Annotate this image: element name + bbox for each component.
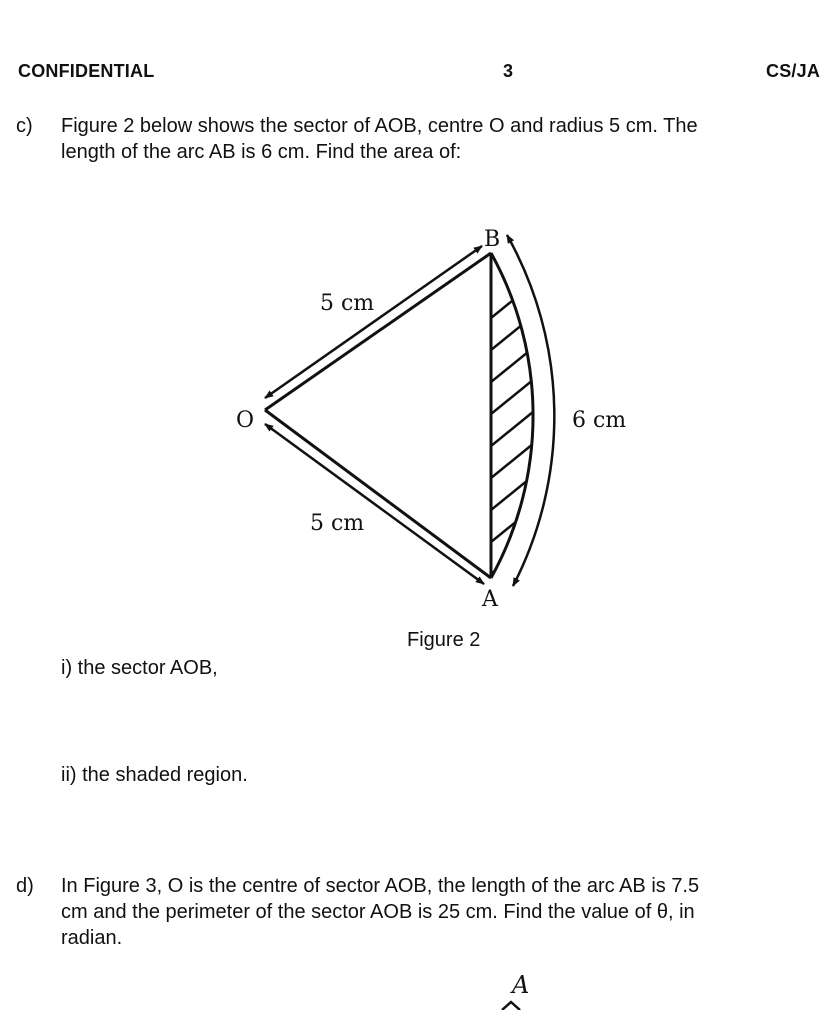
- question-c-part-ii: ii) the shaded region.: [61, 764, 248, 786]
- figure2-radius-bottom-label: 5 cm: [310, 511, 365, 536]
- question-d-line-2: cm and the perimeter of the sector AOB is 25 cm. Find the value of θ, in: [61, 901, 695, 923]
- figure-2-caption: Figure 2: [407, 629, 481, 651]
- question-d-line-3: radian.: [61, 927, 123, 949]
- figure3-label-a: A: [512, 971, 530, 999]
- figure2-arc-length-label: 6 cm: [572, 408, 627, 433]
- question-c-label: c): [16, 115, 33, 137]
- header-code: CS/JA: [766, 61, 821, 81]
- shaded-region-hatching: [491, 262, 560, 574]
- radius-oa: [265, 410, 491, 578]
- page-number: 3: [503, 61, 514, 81]
- question-d-label: d): [16, 875, 34, 897]
- dimension-arrow-arc: [507, 235, 554, 586]
- dimension-arrow-bottom-radius: [265, 424, 484, 584]
- question-c-part-i: i) the sector AOB,: [61, 657, 218, 679]
- question-d-line-1: In Figure 3, O is the centre of sector AOB, the length of the arc AB is 7.5: [61, 875, 700, 897]
- figure2-label-o: O: [236, 408, 255, 433]
- figure2-label-b: B: [484, 227, 501, 252]
- dimension-arrow-top-radius: [265, 246, 482, 398]
- question-c-line-1: Figure 2 below shows the sector of AOB, centre O and radius 5 cm. The: [61, 115, 698, 137]
- radius-ob: [265, 253, 491, 410]
- header-confidential: CONFIDENTIAL: [18, 61, 155, 81]
- figure2-radius-top-label: 5 cm: [320, 291, 375, 316]
- question-c-line-2: length of the arc AB is 6 cm. Find the area of:: [61, 141, 462, 163]
- figure2-label-a: A: [482, 587, 498, 612]
- question-d-text: [61, 873, 699, 951]
